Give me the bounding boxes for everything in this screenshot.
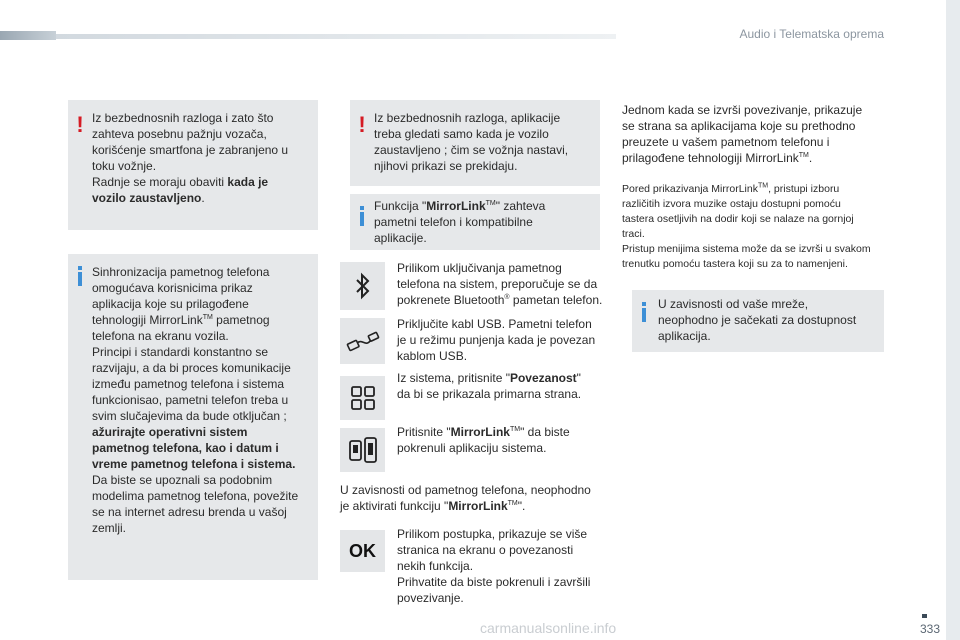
warning-text: Iz bezbednosnih razloga, aplikacije treba gledati samo kada je vozilo zaustavljeno ; čim se vožnja nastavi, njihovi prikazi se prekidaju.: [374, 111, 569, 173]
warning-icon: !: [358, 112, 366, 137]
activation-note: U zavisnosti od pametnog telefona, neophodno je aktivirati funkciju "MirrorLink™".: [340, 483, 591, 513]
sources-access-text: Pored prikazivanja MirrorLink™, pristupi izboru različitih izvora muzike ostaju dostupni pomoću tastera osetljivih na dodir koji se nalaze na gornjoj traci. Pristup menijima sistema može da se izvrši u svakom trenutku pomoću tastera koji su za to namenjeni.: [622, 182, 871, 270]
connection-result-text: Jednom kada se izvrši povezivanje, prikazuje se strana sa aplikacijama koje su prethodno preuzete u vašem pametnom telefonu i prilagođene tehnologiji MirrorLink™.: [622, 103, 863, 165]
info-text: Funkcija "MirrorLink™" zahteva pametni telefon i kompatibilne aplikacije.: [374, 199, 546, 245]
bluetooth-icon-box: [340, 262, 385, 310]
usb-cable-icon: [345, 328, 381, 354]
warning-text: Iz bezbednosnih razloga i zato što zahteva posebnu pažnju vozača, korišćenje smartfona je zabranjeno u toku vožnje. Radnje se moraju obaviti kada je vozilo zaustavljeno.: [92, 111, 289, 205]
connectivity-grid-icon-box: [340, 376, 385, 420]
info-box-sync: [68, 254, 318, 580]
usb-cable-icon-box: [340, 318, 385, 364]
step-bluetooth: Prilikom uključivanja pametnog telefona na sistem, preporučuje se da pokrenete Bluetooth® pametan telefon.: [397, 261, 603, 307]
info-icon: [350, 206, 374, 226]
page-marker: [922, 614, 927, 618]
ok-label: OK: [349, 540, 376, 561]
header-rule: [56, 34, 616, 39]
section-title: Audio i Telematska oprema: [739, 27, 884, 41]
info-text: Sinhronizacija pametnog telefona omogućava korisnicima prikaz aplikacija koje su prilagođene tehnologiji MirrorLink™ pametnog telefona na ekranu vozila. Principi i standardi konstantno se razvijaju, a da bi proces komunikacije između pametnog telefona i sistema funkcionisao, pametni telefon treba u svim slučajevima da bude otključan ; ažurirajte operativni sistem pametnog telefona, kao i datum i vreme pametnog telefona i sistema. Da biste se upoznali sa podobnim modelima pametnog telefona, povežite se na internet adresu brenda u vašoj zemlji.: [92, 265, 299, 535]
step-connectivity: Iz sistema, pritisnite "Povezanost" da bi se prikazala primarna strana.: [397, 371, 582, 401]
info-icon: [68, 266, 92, 286]
bluetooth-icon: [353, 272, 373, 300]
info-text: U zavisnosti od vaše mreže, neophodno je sačekati za dostupnost aplikacija.: [658, 297, 857, 343]
step-usb: Priključite kabl USB. Pametni telefon je u režimu punjenja kada je povezan kablom USB.: [397, 317, 596, 363]
header-accent-bar: [0, 31, 56, 40]
connectivity-grid-icon: [350, 385, 376, 411]
step-ok: Prilikom postupka, prikazuje se više stranica na ekranu o povezanosti nekih funkcija. Prihvatite da biste pokrenuli i završili povezivanje.: [397, 527, 591, 605]
page-number: 333: [919, 622, 940, 636]
mirrorlink-icon-box: [340, 428, 385, 472]
watermark: carmanualsonline.info: [480, 620, 617, 636]
warning-icon: !: [76, 112, 84, 137]
warning-box-apps: [350, 100, 600, 186]
info-box-network: [632, 290, 884, 352]
mirrorlink-icon: [347, 435, 379, 465]
info-icon: [632, 302, 656, 322]
page-edge-bar: [946, 0, 960, 640]
warning-box-smartphone: [68, 100, 318, 230]
step-mirrorlink: Pritisnite "MirrorLink™" da biste pokrenuli aplikaciju sistema.: [397, 425, 570, 455]
info-box-mirrorlink: [350, 194, 600, 250]
ok-button-icon-box: [340, 530, 385, 572]
